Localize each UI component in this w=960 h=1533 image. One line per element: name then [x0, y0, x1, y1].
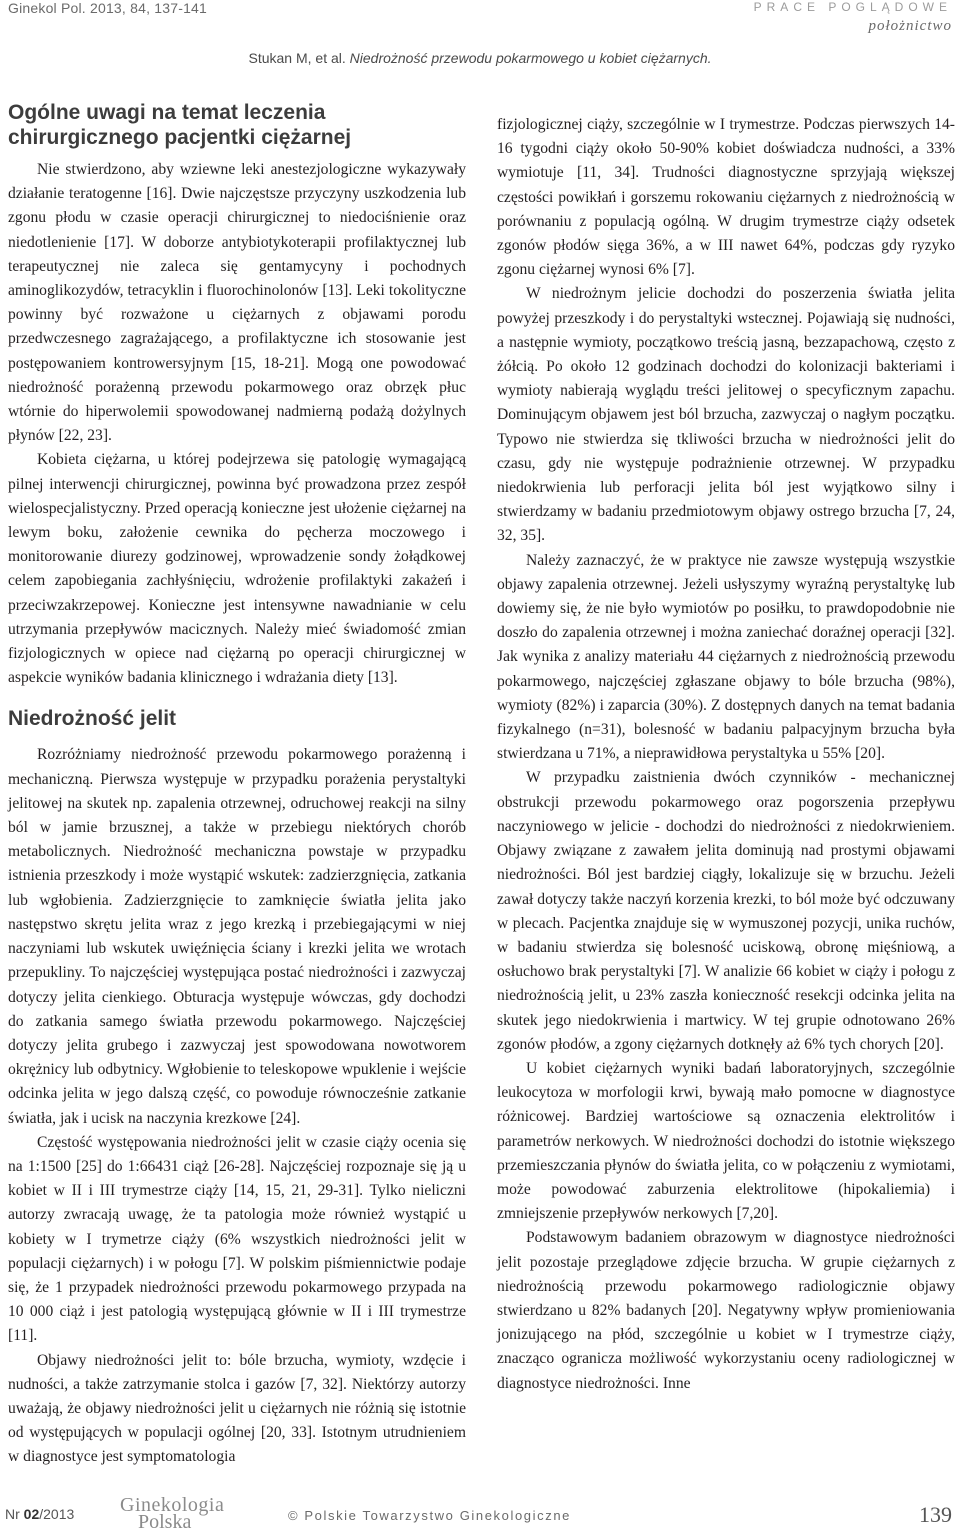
paragraph: Kobieta ciężarna, u której podejrzewa się patologię wymagającą pilnej interwencji chirurgicznej, powinna być prowadzona przez zespół wielospecjalistyczny. Przed operacją konieczne jest ułożenie ciężarnej na lewym boku, założenie cewnika do pęcherza moczowego i monitorowanie diurezy godzinowej, wprowadzenie sondy żołądkowej celem zapobiegania zachłyśnięciu, wdrożenie profilaktyki zakażeń i przeciwzakrzepowej. Konieczne jest intensywne nawadnianie w celu utrzymania przepływów macicznych. Należy mieć świadomość zmian fizjologicznych w opiece nad ciężarną po operacji chirurgicznej w aspekcie wyników badania klinicznego i wdrażania diety [13].	[8, 451, 466, 687]
paragraph: fizjologicznej ciąży, szczególnie w I trymestrze. Podczas pierwszych 14-16 tygodni ciąży około 50-90% kobiet doświadcza nudności, a 33% wymiotuje [11, 34]. Trudności diagnostyczne sprzyjają większej częstości powikłań i gorszemu rokowaniu ciężarnych z niedrożnością w porównaniu z populacją ogólną. W drugim trymestrze ciąży odsetek zgonów płodów sięga 36%, a w III nawet 64%, podczas gdy ryzyko zgonu ciężarnej wynosi 6% [7].	[497, 116, 955, 279]
logo-line-1: Ginekologia	[120, 1494, 225, 1516]
issue-prefix: Nr	[5, 1506, 24, 1522]
running-head-authors: Stukan M, et al.	[248, 50, 346, 66]
paragraph: W przypadku zaistnienia dwóch czynników - mechanicznej obstrukcji przewodu pokarmowego oraz pogorszenia przepływu naczyniowego w jelicie - dochodzi do niedrożności z niedokrwieniem. Objawy związane z zawałem jelita dominują nad prostymi objawami niedrożności. Ból jest bardziej ciągły, lokalizuje się w brzuchu. Jeżeli zawał dotyczy także naczyń korzenia krezki, to ból może być odczuwany w plecach. Pacjentka znajduje się w wymuszonej pozycji, unika ruchów, w badaniu stwierdza się bolesność uciskową, obronę mięśniową, a osłuchowo brak perystaltyki [7]. W analizie 66 kobiet w ciąży i połogu z niedrożnością jelit, u 23% zaszła konieczność resekcji odcinka jelita na skutek jego niedokrwienia i martwicy. W tej grupie odnotowano 26% zgonów płodów, a zgony ciężarnych dotknęły aż 6% tych chorych [20].	[497, 769, 955, 1053]
issue-number	[5, 1506, 74, 1522]
paragraph: Objawy niedrożności jelit to: bóle brzucha, wymioty, wzdęcie i nudności, a także zatrzymanie stolca i gazów [7, 32]. Niektórzy autorzy uważają, że objawy niedrożności jelit u ciężarnych nie różnią się istotnie od występujących w populacji ogólnej [20, 33]. Istotnym utrudnieniem w diagnostyce jest symptomatologia	[8, 1351, 466, 1466]
page-number: 139	[919, 1502, 952, 1527]
paragraph: Nie stwierdzono, aby wziewne leki anestezjologiczne wykazywały działanie teratogenne [16]. Dwie najczęstsze przyczyny uszkodzenia lub zgonu płodu w czasie operacji chirurgicznej to niedociśnienie oraz niedotlenienie [17]. W doborze antybiotykoterapii profilaktycznej lub terapeutycznej nie zaleca się gentamycyny i pochodnych aminoglikozydów, tetracyklin i fluorochinolonów [13]. Leki tokolityczne powinny być rozważone u ciężarnych z objawami porodu przedwczesnego zagrażającego, a profilaktyczne ich stosowanie jest postępowaniem kontrowersyjnym [15, 18-21]. Mogą one powodować niedrożność porażenną przewodu pokarmowego oraz obrzęk płuc wtórnie do hiperwolemii spowodowanej nadmierną podażą dożylnych płynów [22, 23].	[8, 161, 466, 445]
issue-year: /2013	[39, 1506, 75, 1522]
copyright-notice: © Polskie Towarzystwo Ginekologiczne	[288, 1508, 571, 1523]
section-heading-ileus: Niedrożność jelit	[8, 707, 177, 731]
logo-line-2: Polska	[138, 1511, 192, 1533]
paragraph: Należy zaznaczyć, że w praktyce nie zawsze występują wszystkie objawy zapalenia otrzewnej. Jeżeli usłyszymy wyraźną perystaltykę lub dowiemy się, że nie było wymiotów po posiłku, to prawdopodobnie nie doszło do zapalenia otrzewnej i można zaniechać doraźnej operacji [32]. Jak wynika z analizy materiału 44 ciężarnych z niedrożnością przewodu pokarmowego, najczęściej zgłaszane objawy to bóle brzucha (98%), wymioty (82%) i zaparcia (30%). Z dostępnych danych na temat badania fizykalnego (n=31), bolesność w badaniu palpacyjnym brzucha była stwierdzana u 71%, a nieprawidłowa perystaltyka u 55% [20].	[497, 551, 955, 763]
section-tag: PRACE POGLĄDOWE	[753, 0, 952, 14]
journal-logo	[120, 1494, 225, 1533]
paragraph: Podstawowym badaniem obrazowym w diagnostyce niedrożności jelit pozostaje przeglądowe zdjęcie brzucha. W grupie ciężarnych z niedrożnością przewodu pokarmowego radiologicznie objawy stwierdzano u 82% badanych [20]. Negatywny wpływ promieniowania jonizującego na płód, szczególnie u kobiet w I trymestrze ciąży, znacząco ogranicza możliwość wykorzystaniu oceny radiologicznej w diagnostyce niedrożności. Inne	[497, 1229, 955, 1392]
section-subtitle: położnictwo	[868, 18, 952, 34]
paragraph: Rozróżniamy niedrożność przewodu pokarmowego porażenną i mechaniczną. Pierwsza występuje w przypadku porażenia perystaltyki jelitowej na skutek np. zapalenia otrzewnej, odruchowej reakcji na silny ból w jamie brzusznej, a także w przebiegu niektórych chorób metabolicznych. Niedrożność mechaniczna powstaje w przypadku istnienia przeszkody i może wystąpić wskutek: zadzierzgnięcia, zatkania lub wgłobienia. Zadzierzgnięcie to zamknięcie światła jelita jako następstwo skrętu jelita wraz z jego krezką i przebiegającymi w niej naczyniami lub wskutek uwięźnięcia ściany i krezki jelita we wrotach przepukliny. To najczęściej występująca postać niedrożności i zazwyczaj dotyczy jelita cienkiego. Obturacja występuje wówczas, gdy dochodzi do zatkania samego światła przewodu pokarmowego. Najczęściej dotyczy jelita grubego i zazwyczaj jest spowodowana nowotworem okrężnicy lub odbytnicy. Wgłobienie to teleskopowe wpuklenie i wejście odcinka jelita w jego dalszą część, co powoduje równocześnie zatkanie światła, jak i ucisk na naczynia krezkowe [24].	[8, 746, 466, 1127]
paragraph: Częstość występowania niedrożności jelit w czasie ciąży ocenia się na 1:1500 [25] do 1:66431 ciąż [26-28]. Najczęściej rozpoznaje się ją u kobiet w II i III trymestrze ciąży [14, 15, 21, 29-31]. Tylko nieliczni autorzy zwracają uwagę, że ta patologia może również wystąpić u kobiety w I trymetrze ciąży (6% wszystkich niedrożności jelit w populacji ciężarnych) i w połogu [7]. W polskim piśmiennictwie podaje się, że 1 przypadek niedrożności przewodu pokarmowego przypada na 10 000 ciąż i jest patologią występującą głównie w II i III trymestrze [11].	[8, 1133, 466, 1345]
right-column	[497, 113, 955, 1396]
issue-num: 02	[23, 1506, 40, 1522]
running-head-title: Niedrożność przewodu pokarmowego u kobiet ciężarnych.	[349, 50, 712, 66]
paragraph: W niedrożnym jelicie dochodzi do poszerzenia światła jelita powyżej przeszkody i do perystaltyki wstecznej. Pojawiają się nudności, a następnie wymioty, początkowo treścią jasną, bezzapachową, często z żółcią. Po około 12 godzinach dochodzi do kolonizacji bakteriami i wymioty nabierają wyglądu treści jelitowej o specyficznym zapachu. Dominującym objawem jest ból brzucha, zazwyczaj o nagłym początku. Typowo nie stwierdza się tkliwości brzucha w niedrożności jelit do czasu, gdy nie występuje podrażnienie otrzewnej. W przypadku niedokrwienia lub perforacji jelita ból jest wyjątkowo silny i stwierdzamy w badaniu przedmiotowym objawy ostrego brzucha [7, 24, 32, 35].	[497, 285, 955, 545]
section-heading-surgery: Ogólne uwagi na temat leczenia chirurgicznego pacjentki ciężarnej	[8, 101, 352, 149]
left-column	[8, 100, 466, 1470]
paragraph: U kobiet ciężarnych wyniki badań laboratoryjnych, szczególnie leukocytoza w morfologii krwi, bywają mało pomocne w diagnostyce różnicowej. Bardziej wartościowe są oznaczenia elektrolitów i parametrów nerkowych. W niedrożności dochodzi do istotnie większego przemieszczania płynów do światła jelita, co w połączeniu z wymiotami, może powodować zaburzenia elektrolitowe (hipokaliemia) i zmniejszenie przepływów nerkowych [7,20].	[497, 1059, 955, 1223]
running-head	[0, 50, 960, 66]
journal-reference: Ginekol Pol. 2013, 84, 137-141	[8, 0, 208, 16]
